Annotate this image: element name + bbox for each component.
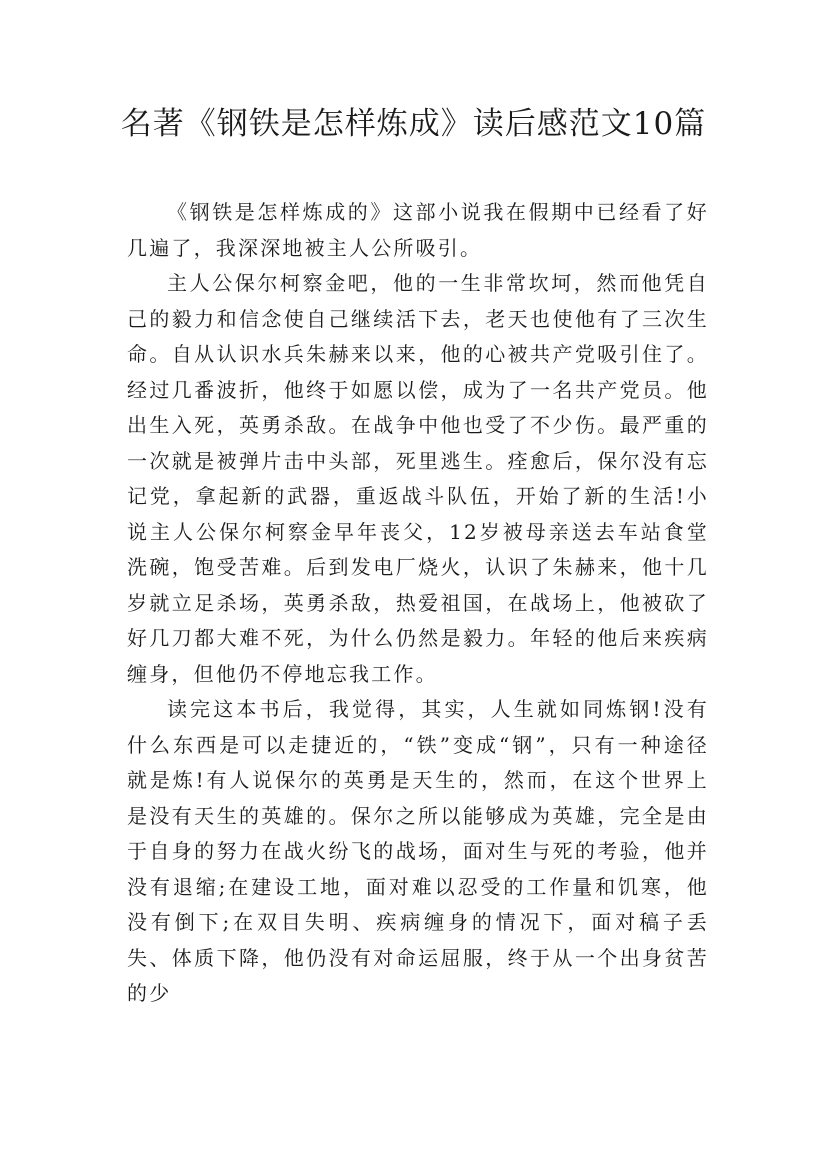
document-title: 名著《钢铁是怎样炼成》读后感范文10篇 xyxy=(120,106,707,142)
paragraph-1: 《钢铁是怎样炼成的》这部小说我在假期中已经看了好几遍了，我深深地被主人公所吸引。 xyxy=(127,200,709,260)
paragraph-3: 读完这本书后，我觉得，其实，人生就如同炼钢!没有什么东西是可以走捷近的，“铁”变成“钢”，只有一种途径就是炼!有人说保尔的英勇是天生的，然而，在这个世界上是没有天生的英雄的。保尔之所以能够成为英雄，完全是由于自身的努力在战火纷飞的战场，面对生与死的考验，他并没有退缩;在建设工地，面对难以忍受的工作量和饥寒，他没有倒下;在双目失明、疾病缠身的情况下，面对稿子丢失、体质下降，他仍没有对命运屈服，终于从一个出身贫苦的少 xyxy=(127,697,709,1005)
document-body xyxy=(127,195,709,1012)
paragraph-2: 主人公保尔柯察金吧，他的一生非常坎坷，然而他凭自己的毅力和信念使自己继续活下去，老天也使他有了三次生命。自从认识水兵朱赫来以来，他的心被共产党吸引住了。经过几番波折，他终于如愿以偿，成为了一名共产党员。他出生入死，英勇杀敌。在战争中他也受了不少伤。最严重的一次就是被弹片击中头部，死里逃生。痊愈后，保尔没有忘记党，拿起新的武器，重返战斗队伍，开始了新的生活!小说主人公保尔柯察金早年丧父，12岁被母亲送去车站食堂洗碗，饱受苦难。后到发电厂烧火，认识了朱赫来，他十几岁就立足杀场，英勇杀敌，热爱祖国，在战场上，他被砍了好几刀都大难不死，为什么仍然是毅力。年轻的他后来疾病缠身，但他仍不停地忘我工作。 xyxy=(127,271,709,686)
